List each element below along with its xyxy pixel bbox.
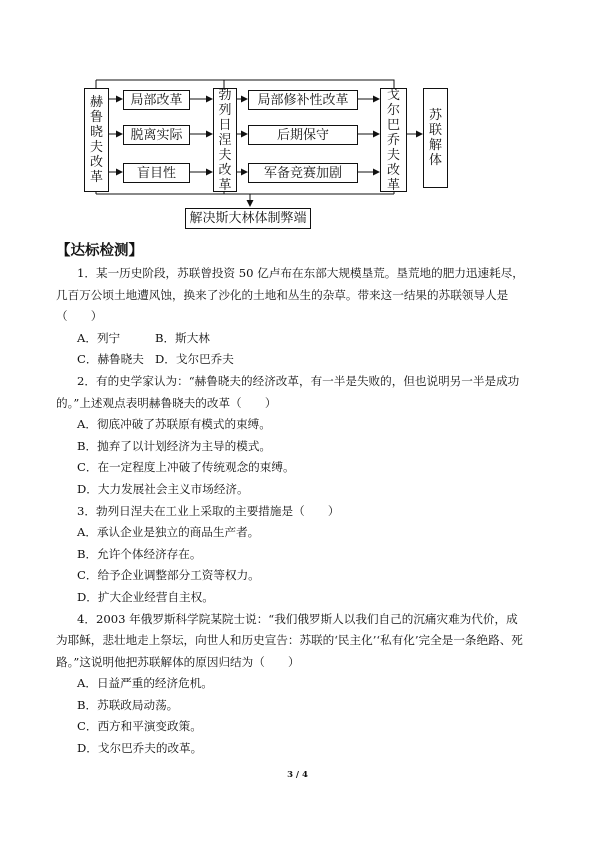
vertical-label-char: 解 <box>428 138 442 153</box>
vertical-label-char: 改 <box>386 162 400 178</box>
q2-option-a[interactable]: A．彻底冲破了苏联原有模式的束缚。 <box>77 417 271 432</box>
box-arms-race <box>248 163 358 183</box>
section-title: 【达标检测】 <box>56 243 143 259</box>
q3-stem-line: 3．勃列日涅夫在工业上采取的主要措施是（ ） <box>77 503 340 518</box>
box-label: 脱离实际 <box>130 127 183 143</box>
col-brezhnev-reform <box>213 88 237 192</box>
vertical-label-char: 晓 <box>89 125 103 140</box>
vertical-label-char: 列 <box>218 102 232 118</box>
col-khrushchev-reform <box>84 88 109 192</box>
vertical-label-char: 巴 <box>386 117 400 133</box>
box-blindness <box>123 163 190 183</box>
vertical-label-char: 革 <box>89 170 103 185</box>
box-label: 后期保守 <box>276 127 329 143</box>
q2-option-b[interactable]: B．抛弃了以计划经济为主导的模式。 <box>77 438 272 453</box>
q3-option-c[interactable]: C．给予企业调整部分工资等权力。 <box>77 568 260 583</box>
vertical-label-char: 体 <box>428 153 442 168</box>
q1-stem-line: 1．某一历史阶段，苏联曾投资 50 亿卢布在东部大规模垦荒。垦荒地的肥力迅速耗尽， <box>77 266 524 280</box>
vertical-label-char: 戈 <box>386 87 400 103</box>
question-2 <box>56 371 556 501</box>
q2-stem-line: 的。”上述观点表明赫鲁晓夫的改革（ ） <box>56 395 277 410</box>
q2-option-c[interactable]: C．在一定程度上冲破了传统观念的束缚。 <box>77 460 295 475</box>
q3-option-a[interactable]: A．承认企业是独立的商品生产者。 <box>77 525 260 540</box>
vertical-label-char: 日 <box>218 117 232 133</box>
vertical-label-char: 赫 <box>89 95 103 110</box>
q2-stem-line: 2．有的史学家认为：“赫鲁晓夫的经济改革，有一半是失败的，但也说明另一半是成功 <box>77 373 520 388</box>
vertical-label-char: 涅 <box>218 132 232 148</box>
box-local-reform <box>123 90 190 110</box>
q4-option-c[interactable]: C．西方和平演变政策。 <box>77 719 202 734</box>
box-divorced-from-reality <box>123 125 190 145</box>
q1-option-b[interactable]: B．斯大林 <box>155 330 210 345</box>
q3-option-b[interactable]: B．允许个体经济存在。 <box>77 546 202 561</box>
vertical-label-char: 革 <box>386 177 400 193</box>
q4-stem-line: 为耶稣，悲壮地走上祭坛，向世人和历史宣告：苏联的‘民主化’‘私有化’完全是一条绝路、死 <box>56 633 523 648</box>
box-label: 解决斯大林体制弊端 <box>189 211 307 226</box>
vertical-label-char: 勃 <box>218 87 232 103</box>
box-label: 局部修补性改革 <box>257 92 349 108</box>
q1-option-c[interactable]: C．赫鲁晓夫 <box>77 352 144 367</box>
q1-stem-line: （ ） <box>56 309 103 324</box>
box-label: 盲目性 <box>136 165 176 181</box>
question-1 <box>56 263 556 371</box>
box-patching-reform <box>248 90 358 110</box>
vertical-label-char: 苏 <box>428 108 442 123</box>
vertical-label-char: 改 <box>89 155 103 170</box>
vertical-label-char: 夫 <box>89 140 103 155</box>
question-4 <box>56 609 556 760</box>
q4-option-d[interactable]: D．戈尔巴乔夫的改革。 <box>77 741 203 756</box>
q4-option-a[interactable]: A．日益严重的经济危机。 <box>77 676 213 691</box>
q1-options-row <box>56 328 556 350</box>
reform-flow-diagram <box>0 0 595 240</box>
col-gorbachev-reform <box>380 88 407 192</box>
q1-options-row <box>56 349 556 371</box>
box-label: 局部改革 <box>130 92 183 108</box>
q4-stem-line: 4．2003 年俄罗斯科学院某院士说：“我们俄罗斯人以我们自己的沉痛灾难为代价，成 <box>77 611 518 626</box>
q2-option-d[interactable]: D．大力发展社会主义市场经济。 <box>77 481 249 496</box>
col-soviet-collapse <box>423 88 448 188</box>
vertical-label-char: 夫 <box>218 147 232 163</box>
q3-option-d[interactable]: D．扩大企业经营自主权。 <box>77 589 214 604</box>
vertical-label-char: 尔 <box>386 102 400 118</box>
frame-top <box>108 80 394 88</box>
questions-content <box>56 263 556 760</box>
question-3 <box>56 501 556 609</box>
q1-option-d[interactable]: D．戈尔巴乔夫 <box>155 352 234 367</box>
page-number: 3 / 4 <box>287 770 308 780</box>
vertical-label-char: 夫 <box>386 147 400 163</box>
q4-stem-line: 路。”这说明他把苏联解体的原因归结为（ ） <box>56 654 300 669</box>
vertical-label-char: 鲁 <box>89 110 103 125</box>
box-label: 军备竞赛加剧 <box>263 165 342 181</box>
q1-stem-line: 几百万公顷土地遭风蚀，换来了沙化的土地和丛生的杂草。带来这一结果的苏联领导人是 <box>56 287 509 302</box>
q4-option-b[interactable]: B．苏联政局动荡。 <box>77 697 179 712</box>
q1-option-a[interactable]: A．列宁 <box>77 330 121 345</box>
vertical-label-char: 乔 <box>386 132 400 148</box>
box-solve-stalin-system <box>185 208 311 229</box>
vertical-label-char: 联 <box>428 123 442 138</box>
vertical-label-char: 改 <box>218 162 232 178</box>
box-later-conservative <box>248 125 358 145</box>
vertical-label-char: 革 <box>218 177 232 193</box>
